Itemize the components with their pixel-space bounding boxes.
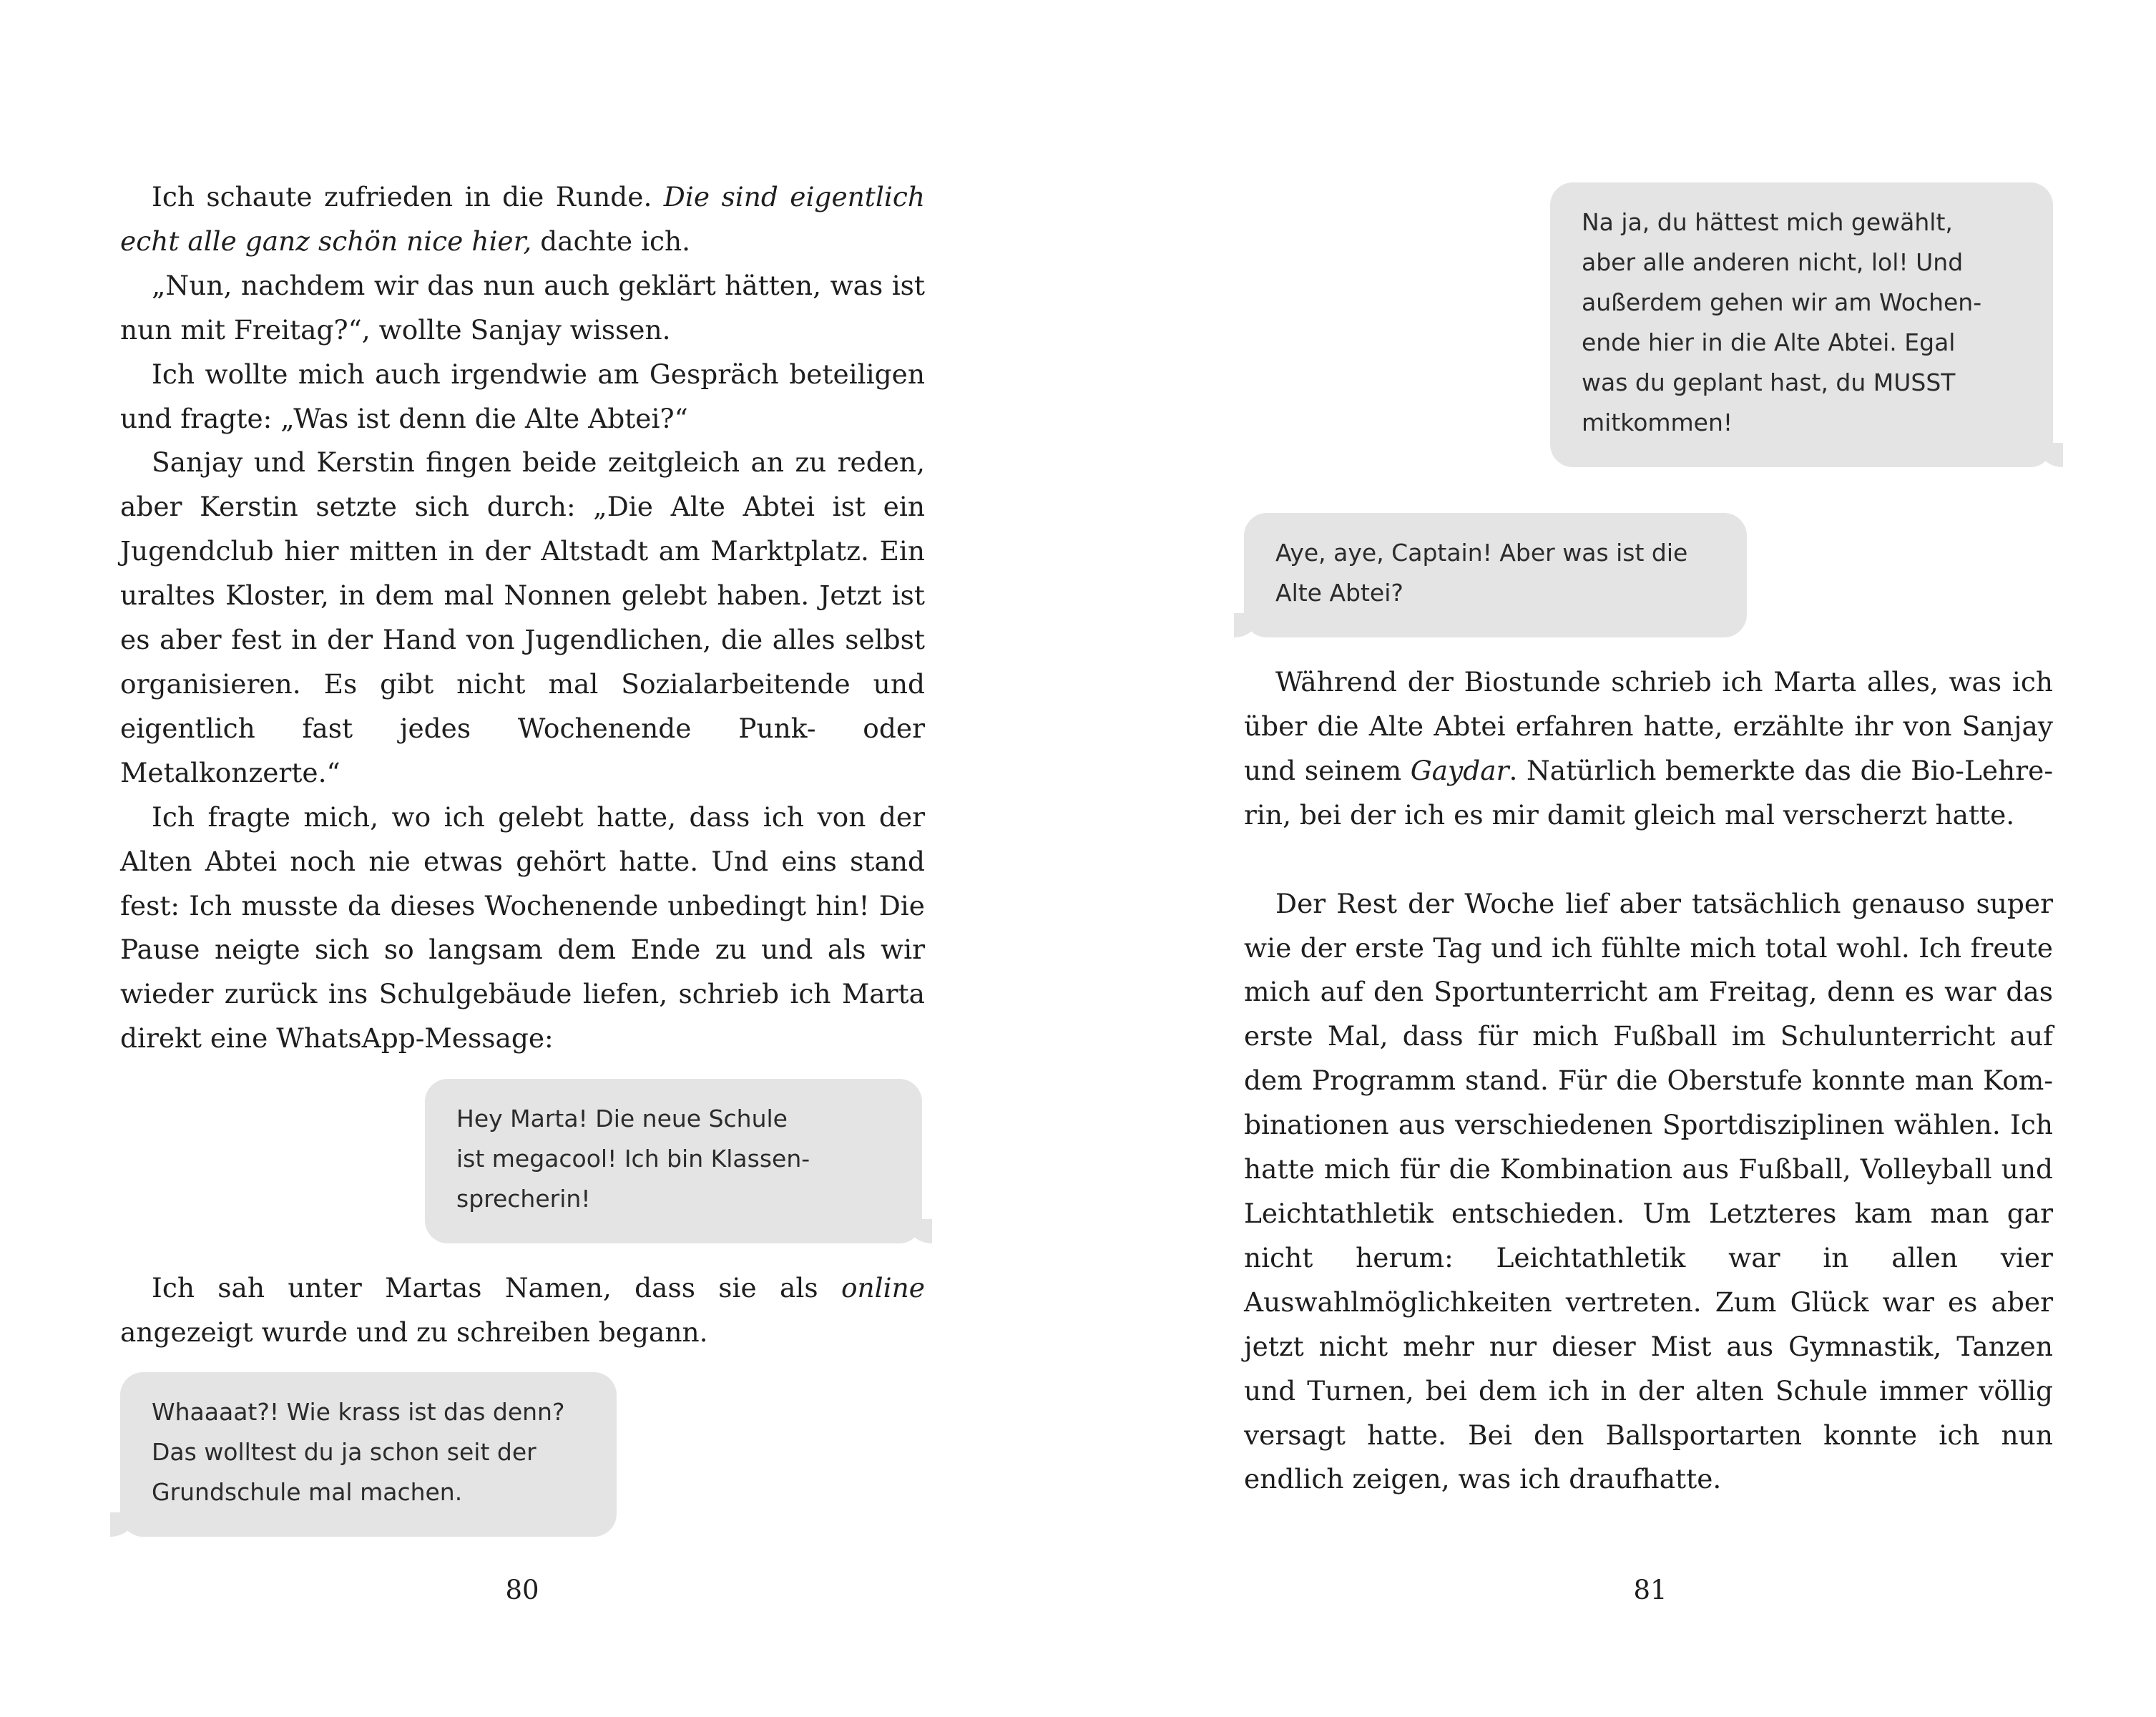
paragraph: „Nun, nachdem wir das nun auch geklärt hätten, was ist nun mit Freitag?“, wollte Sanjay wissen. bbox=[120, 269, 925, 346]
italic-thought: Die sind eigentlich echt alle ganz schön nice hier, bbox=[120, 181, 925, 257]
chat-bubble-sent bbox=[425, 1079, 922, 1243]
paragraph-text: Ich sah unter Martas Namen, dass sie als bbox=[152, 1272, 841, 1304]
chat-bubble-received bbox=[120, 1372, 617, 1537]
italic-word: online bbox=[841, 1272, 925, 1304]
chat-bubble-text: Aye, aye, Captain! Aber was ist die Alte Abtei? bbox=[1275, 539, 1688, 607]
paragraph: Der Rest der Woche lief aber tatsächlich genauso super wie der erste Tag und ich fühlte mich total wohl. Ich freute mich auf den Sportunterricht am Freitag, denn es war das erste Mal, dass für mich Fußball im Schulunterricht auf dem Programm stand. Für die Oberstufe konnte man Kombinationen aus verschiedenen Sportdisziplinen wählen. Ich hatte mich für die Kombination aus Fußball, Volleyball und Leichtathletik entschieden. Um Letzteres kam man gar nicht herum: Leichtathletik war in allen vier Auswahlmöglichkeiten vertreten. Zum Glück war es aber jetzt nicht mehr nur dieser Mist aus Gymnastik, Tanzen und Turnen, bei dem ich in der alten Schule immer völlig versagt hatte. Bei den Ballsportarten konnte ich nun endlich zeigen, was ich draufhatte. bbox=[1244, 887, 2053, 1495]
page-number: 81 bbox=[1633, 1575, 1667, 1605]
paragraph-text: dachte ich. bbox=[531, 225, 691, 257]
paragraph-text: angezeigt wurde und zu schreiben begann. bbox=[120, 1316, 708, 1349]
italic-word: Gaydar bbox=[1410, 754, 1509, 786]
paragraph: Ich fragte mich, wo ich gelebt hatte, dass ich von der Alten Abtei noch nie etwas gehört hatte. Und eins stand fest: Ich musste da dieses Wochenende unbedingt hin! Die Pause neigte sich so langsam dem Ende zu und als wir wieder zurück ins Schulgebäude liefen, schrieb ich Marta direkt eine WhatsApp-Message: bbox=[120, 801, 925, 1055]
paragraph: Sanjay und Kerstin fingen beide zeitgleich an zu reden, aber Kerstin setzte sich durch: „Die Alte Abtei ist ein Jugendclub hier mitten in der Altstadt am Marktplatz. Ein uraltes Kloster, in dem mal Nonnen gelebt haben. Jetzt ist es aber fest in der Hand von Jugendlichen, die alles selbst organisieren. Es gibt nicht mal Sozialarbeitende und eigentlich fast jedes Wochenende Punk- oder Metalkonzerte.“ bbox=[120, 446, 925, 788]
paragraph-text: Während der Biostunde schrieb ich Marta alles, was ich über die Alte Abtei erfahren hatte, erzählte ihr von Sanjay und seinem bbox=[1244, 666, 2053, 786]
chat-bubble-text: Hey Marta! Die neue Schule ist megacool! Ich bin Klassen- sprecherin! bbox=[456, 1105, 810, 1213]
paragraph: Ich wollte mich auch irgendwie am Gespräch beteiligen und fragte: „Was ist denn die Alte Abtei?“ bbox=[120, 358, 925, 434]
right-page bbox=[1078, 0, 2156, 1717]
paragraph bbox=[1244, 660, 2053, 838]
paragraph-text: Ich schaute zufrieden in die Runde. bbox=[152, 181, 664, 212]
chat-bubble-received bbox=[1244, 513, 1747, 637]
page-number: 80 bbox=[505, 1575, 539, 1605]
paragraph bbox=[120, 175, 925, 264]
chat-bubble-text: Whaaaat?! Wie krass ist das denn? Das wolltest du ja schon seit der Grundschule mal machen. bbox=[152, 1397, 565, 1506]
chat-bubble-text: Na ja, du hättest mich gewählt, aber alle anderen nicht, lol! Und außerdem gehen wir am Wochen- ende hier in die Alte Abtei. Egal was du geplant hast, du MUSST mitkommen! bbox=[1582, 208, 1982, 436]
left-text-column bbox=[120, 175, 925, 1537]
paragraph bbox=[120, 1266, 925, 1355]
chat-bubble-sent bbox=[1550, 182, 2053, 467]
right-text-column bbox=[1244, 182, 2053, 1502]
paragraph-text: . Natürlich bemerkte das die Bio-Lehrerin, bei der ich es mir damit gleich mal verscherzt hatte. bbox=[1244, 754, 2053, 831]
